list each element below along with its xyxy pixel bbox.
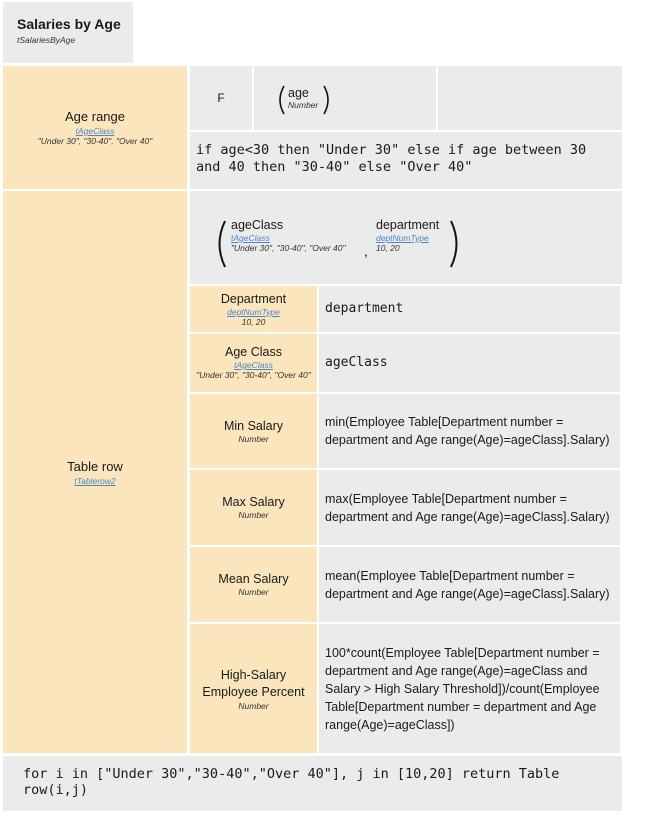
- function-kind: F: [217, 91, 225, 105]
- param-department-allowed: 10, 20: [376, 243, 400, 253]
- function-parameters: [254, 66, 436, 130]
- field-ageclass-type-link[interactable]: tAgeClass: [234, 360, 273, 370]
- field-min-salary-type: Number: [238, 433, 269, 444]
- param-department-name: department: [376, 218, 440, 232]
- context-result-expression[interactable]: for i in ["Under 30","30-40","Over 40"], j in [10,20] return Table row(i,j): [3, 756, 622, 811]
- param-age[interactable]: [288, 86, 318, 110]
- age-range-type-link[interactable]: tAgeClass: [75, 126, 115, 136]
- param-ageclass-name: ageClass: [231, 218, 284, 232]
- field-mean-salary-name: Mean Salary: [218, 572, 289, 586]
- field-min-salary-name: Min Salary: [223, 418, 284, 433]
- age-range-name: Age range: [65, 109, 125, 124]
- table-row-entry-label[interactable]: [3, 191, 187, 753]
- function-kind-cell: [190, 66, 252, 130]
- field-max-salary-value[interactable]: max(Employee Table[Department number = department and Age range(Age)=ageClass].Salary): [319, 470, 620, 545]
- open-paren-icon: [274, 84, 286, 116]
- close-paren-icon: [322, 84, 334, 116]
- field-department-name: Department: [220, 291, 287, 306]
- table-row-name: Table row: [67, 458, 123, 474]
- field-high-salary-percent-name: High-Salary Employee Percent: [202, 667, 305, 699]
- field-max-salary-name: Max Salary: [222, 495, 285, 509]
- field-mean-salary-label[interactable]: [190, 547, 317, 622]
- field-high-salary-percent-value[interactable]: 100*count(Employee Table[Department number = department and Age range(Age)=ageClass and Salary > High Salary Threshold])/count(Employee Table[Department number = department and Age range(Age)=ageClass]): [319, 624, 620, 753]
- open-paren-icon: [212, 219, 228, 269]
- field-mean-salary-type: Number: [238, 587, 269, 597]
- field-department-allowed: 10, 20: [241, 316, 266, 327]
- age-range-allowed-values: "Under 30", "30-40", "Over 40": [37, 136, 153, 146]
- param-ageclass[interactable]: [231, 218, 346, 253]
- field-department-type-link[interactable]: deptNumType: [227, 306, 280, 317]
- param-separator: ,: [364, 243, 368, 259]
- empty-header-cell: [438, 66, 622, 130]
- field-mean-salary-value[interactable]: mean(Employee Table[Department number = department and Age range(Age)=ageClass].Salary): [319, 547, 620, 622]
- field-high-salary-percent-type: Number: [238, 700, 269, 711]
- table-row-parameters: [190, 191, 622, 284]
- param-age-type: Number: [288, 100, 319, 110]
- field-max-salary-label[interactable]: [190, 470, 317, 545]
- field-ageclass-label[interactable]: [190, 334, 317, 392]
- param-ageclass-allowed: "Under 30", "30-40", "Over 40": [231, 243, 346, 253]
- field-department-label[interactable]: [190, 286, 317, 332]
- field-ageclass-name: Age Class: [225, 345, 282, 359]
- field-min-salary-label[interactable]: [190, 394, 317, 468]
- field-ageclass-allowed: "Under 30", "30-40", "Over 40": [196, 370, 311, 380]
- field-max-salary-type: Number: [238, 510, 269, 520]
- table-row-type-link[interactable]: tTablerow2: [74, 475, 116, 486]
- param-department-type-link[interactable]: deptNumType: [376, 233, 429, 243]
- close-paren-icon: [448, 219, 464, 269]
- param-ageclass-type-link[interactable]: tAgeClass: [231, 233, 270, 243]
- param-age-name: age: [288, 86, 309, 100]
- context-title-box: [3, 2, 133, 63]
- field-min-salary-value[interactable]: min(Employee Table[Department number = department and Age range(Age)=ageClass].Salary): [319, 394, 620, 468]
- age-range-entry-label[interactable]: [3, 66, 187, 189]
- field-department-value[interactable]: department: [319, 286, 620, 332]
- field-high-salary-percent-label[interactable]: [190, 624, 317, 753]
- param-department[interactable]: [376, 218, 439, 253]
- age-range-expression[interactable]: if age<30 then "Under 30" else if age between 30 and 40 then "30-40" else "Over 40": [190, 132, 622, 189]
- context-title: Salaries by Age: [17, 16, 121, 32]
- context-type: tSalariesByAge: [17, 35, 76, 45]
- field-ageclass-value[interactable]: ageClass: [319, 334, 620, 392]
